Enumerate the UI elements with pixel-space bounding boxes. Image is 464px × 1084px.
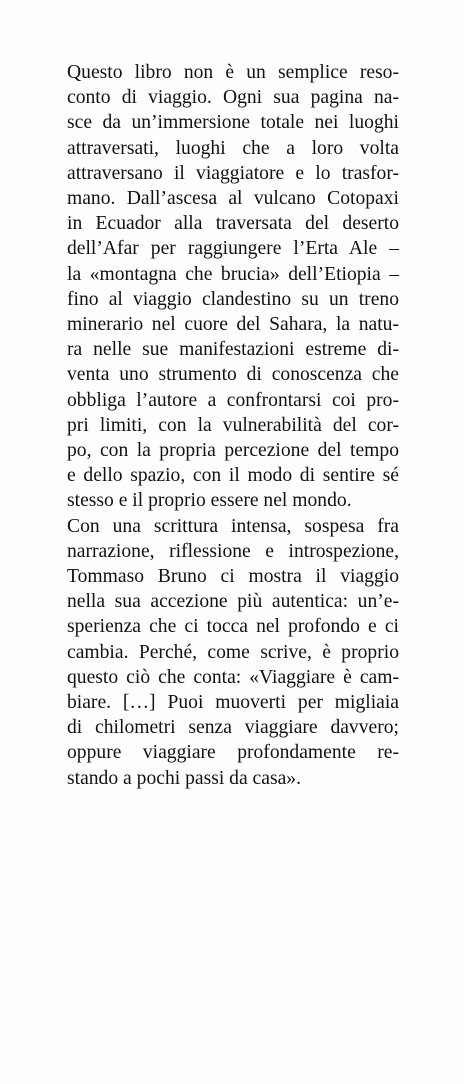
text-line: Questo libro non è un semplice reso-	[67, 62, 399, 83]
text-line: ra nelle sue manifestazioni estreme di-	[67, 339, 399, 361]
text-line: venta uno strumento di conoscenza che	[67, 364, 399, 386]
text-line: sce da un’immersione totale nei luoghi	[67, 112, 399, 134]
text-line: nella sua accezione più autentica: un’e-	[67, 591, 399, 613]
text-line: stando a pochi passi da casa».	[67, 767, 301, 789]
text-line: minerario nel cuore del Sahara, la natu-	[67, 314, 399, 336]
paragraph-2	[67, 514, 399, 791]
text-line: obbliga l’autore a confrontarsi coi pro-	[67, 389, 399, 411]
text-line: fino al viaggio clandestino su un treno	[67, 288, 399, 310]
text-line: conto di viaggio. Ogni sua pagina na-	[67, 87, 399, 109]
text-line: pri limiti, con la vulnerabilità del cor-	[67, 414, 399, 436]
text-line: Tommaso Bruno ci mostra il viaggio	[67, 566, 399, 588]
paragraph-1	[67, 60, 399, 514]
text-line: attraversati, luoghi che a loro volta	[67, 137, 399, 159]
text-line: questo ciò che conta: «Viaggiare è cam-	[67, 666, 399, 688]
text-line: mano. Dall’ascesa al vulcano Cotopaxi	[67, 188, 399, 210]
text-line: e dello spazio, con il modo di sentire sé	[67, 465, 399, 487]
text-line: sperienza che ci tocca nel profondo e ci	[67, 616, 399, 638]
text-line: la «montagna che brucia» dell’Etiopia –	[67, 263, 399, 285]
text-line: oppure viaggiare profondamente re-	[67, 742, 399, 764]
text-line: Con una scrittura intensa, sospesa fra	[67, 515, 399, 537]
text-line: biare. […] Puoi muoverti per migliaia	[67, 692, 399, 714]
blurb-text-block	[67, 60, 399, 791]
text-line: cambia. Perché, come scrive, è proprio	[67, 641, 399, 663]
text-line: di chilometri senza viaggiare davvero;	[67, 717, 399, 739]
text-line: in Ecuador alla traversata del deserto	[67, 213, 399, 235]
text-line: dell’Afar per raggiungere l’Erta Ale –	[67, 238, 399, 260]
text-line: attraversano il viaggiatore e lo trasfor-	[67, 162, 399, 184]
text-line: narrazione, riflessione e introspezione,	[67, 540, 399, 562]
text-line: po, con la propria percezione del tempo	[67, 440, 399, 462]
text-line: stesso e il proprio essere nel mondo.	[67, 490, 352, 512]
